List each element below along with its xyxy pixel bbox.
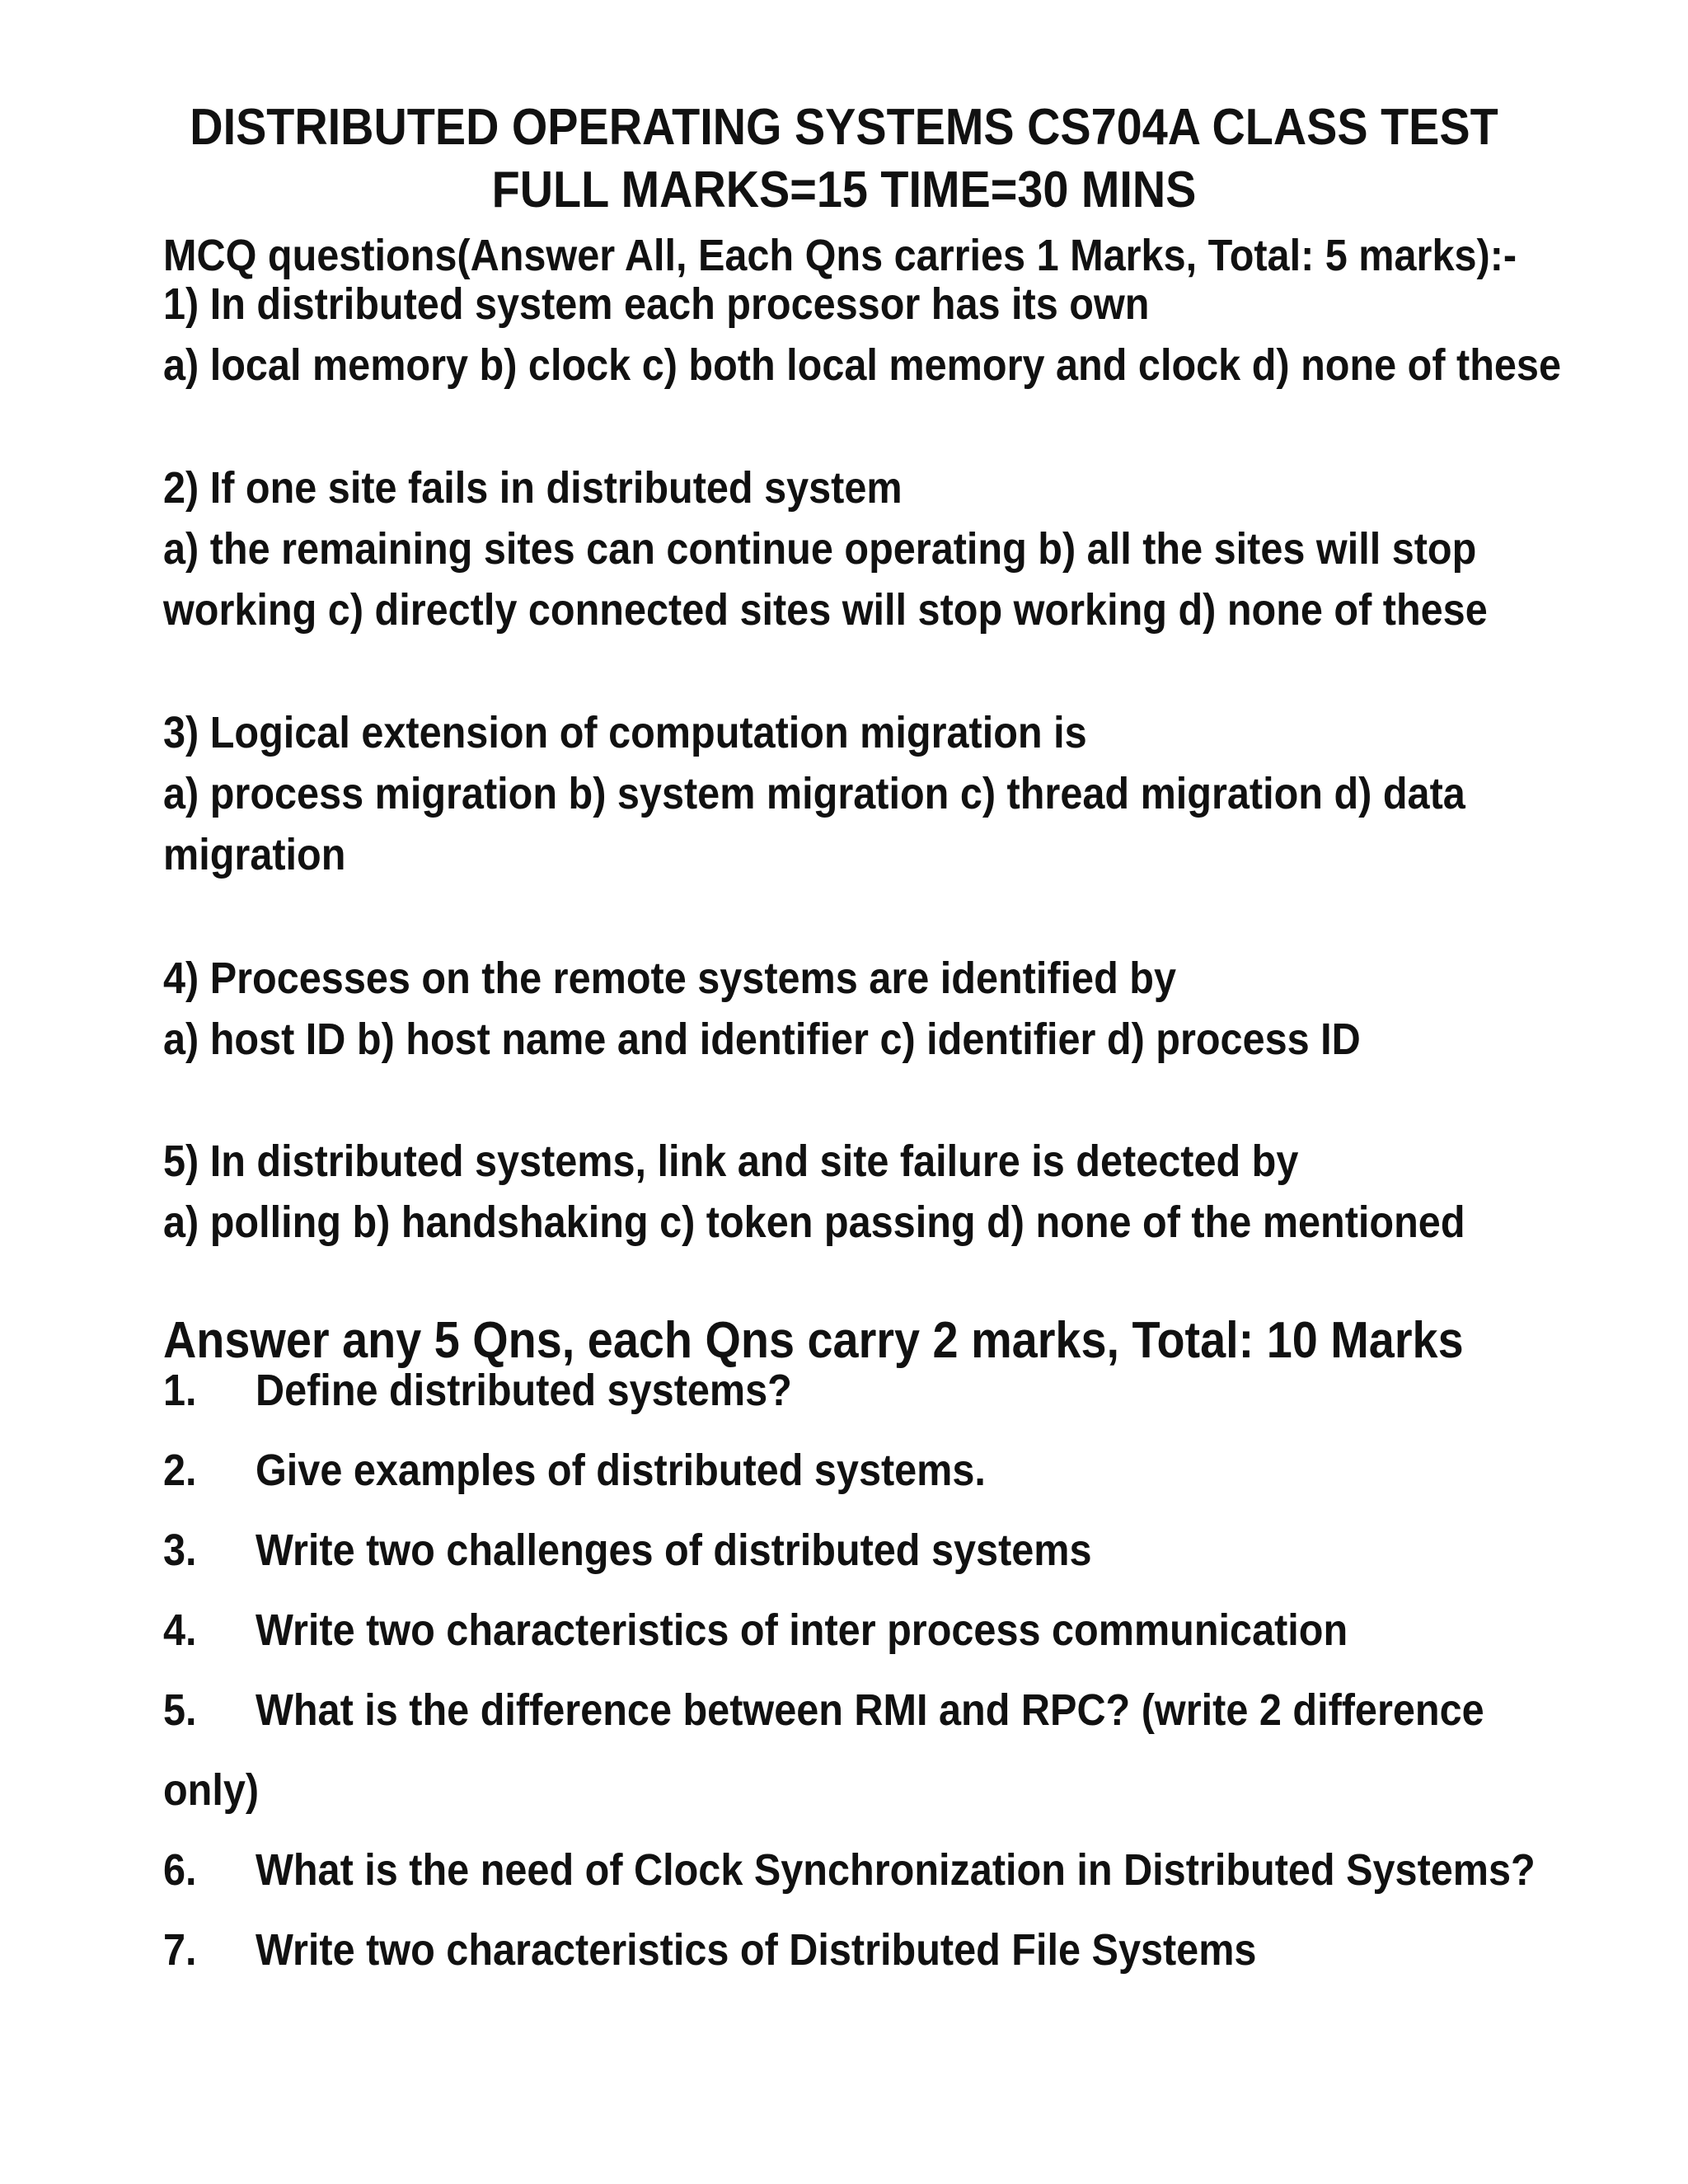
mcq-options: working c) directly connected sites will stop working d) none of these: [163, 585, 1488, 635]
short-answer-question-1: [163, 1360, 1515, 1421]
mcq-options: a) polling b) handshaking c) token passing d) none of the mentioned: [163, 1197, 1465, 1247]
mcq-question-4: [163, 948, 1515, 1070]
mcq-question-2: [163, 457, 1515, 640]
question-number: 2.: [163, 1446, 197, 1495]
question-number: 6.: [163, 1845, 197, 1895]
mcq-options: a) host ID b) host name and identifier c) identifier d) process ID: [163, 1015, 1361, 1064]
question-text: Write two challenges of distributed systems: [256, 1526, 1092, 1575]
mcq-question-1: [163, 274, 1561, 396]
short-answer-question-5: [163, 1680, 1515, 1741]
short-answer-question-6: [163, 1840, 1536, 1900]
mcq-heading-text: MCQ questions(Answer All, Each Qns carries 1 Marks, Total: 5 marks):-: [163, 231, 1517, 280]
mcq-question-text: 1) In distributed system each processor has its own: [163, 279, 1150, 329]
mcq-options: a) the remaining sites can continue operating b) all the sites will stop: [163, 524, 1477, 574]
short-answer-heading-text: Answer any 5 Qns, each Qns carry 2 marks, Total: 10 Marks: [163, 1312, 1464, 1369]
question-number: 7.: [163, 1925, 197, 1975]
question-text: What is the need of Clock Synchronization in Distributed Systems?: [256, 1845, 1536, 1895]
mcq-question-text: 2) If one site fails in distributed system: [163, 463, 903, 513]
mcq-question-text: 5) In distributed systems, link and site failure is detected by: [163, 1137, 1299, 1186]
question-text: Write two characteristics of Distributed File Systems: [256, 1925, 1257, 1975]
mcq-question-text: 3) Logical extension of computation migration is: [163, 708, 1087, 757]
exam-marks-time: FULL MARKS=15 TIME=30 MINS: [491, 162, 1197, 218]
mcq-question-text: 4) Processes on the remote systems are identified by: [163, 954, 1176, 1003]
question-text: What is the difference between RMI and RPC? (write 2 difference: [256, 1685, 1484, 1735]
mcq-options: migration: [163, 830, 346, 879]
mcq-question-5: [163, 1131, 1515, 1253]
exam-title: DISTRIBUTED OPERATING SYSTEMS CS704A CLASS TEST: [190, 99, 1498, 156]
question-text-continuation: only): [163, 1765, 260, 1815]
mcq-question-3: [163, 702, 1515, 885]
question-number: 4.: [163, 1605, 197, 1655]
short-answer-question-3: [163, 1520, 1515, 1581]
question-number: 5.: [163, 1685, 197, 1735]
short-answer-question-4: [163, 1600, 1515, 1661]
short-answer-question-5-continuation: [163, 1760, 1515, 1821]
question-text: Define distributed systems?: [256, 1366, 792, 1415]
question-text: Write two characteristics of inter process communication: [256, 1605, 1348, 1655]
question-number: 3.: [163, 1526, 197, 1575]
short-answer-question-2: [163, 1440, 1515, 1501]
mcq-options: a) process migration b) system migration c) thread migration d) data: [163, 769, 1465, 818]
short-answer-question-7: [163, 1919, 1515, 1980]
question-text: Give examples of distributed systems.: [256, 1446, 986, 1495]
question-number: 1.: [163, 1366, 197, 1415]
mcq-options: a) local memory b) clock c) both local memory and clock d) none of these: [163, 340, 1561, 390]
